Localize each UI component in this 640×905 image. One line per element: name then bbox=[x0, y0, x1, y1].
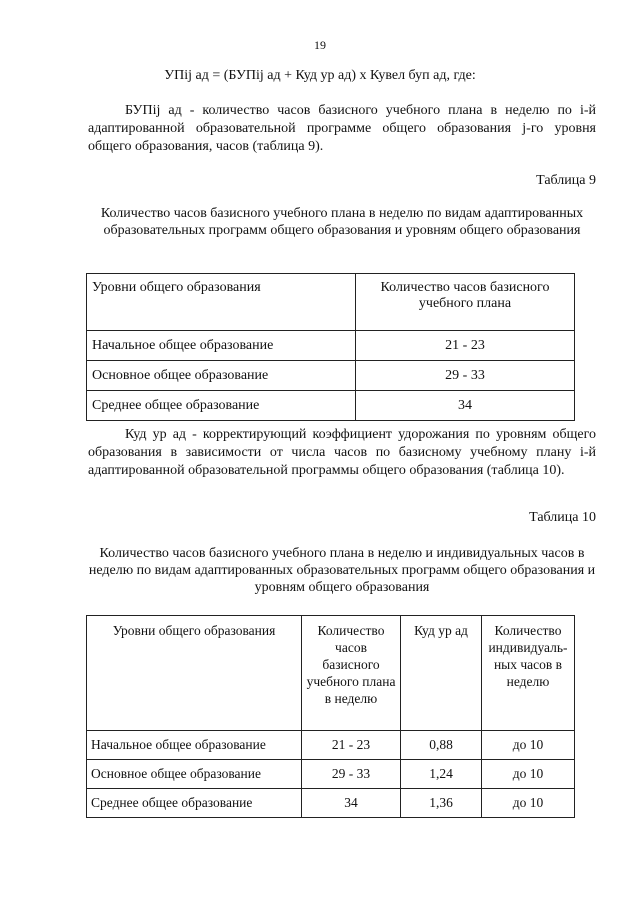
table9-cell-hours: 21 - 23 bbox=[356, 331, 575, 361]
table10-header-row bbox=[87, 616, 575, 731]
table10-header-level: Уровни общего образования bbox=[87, 616, 302, 731]
table10 bbox=[86, 615, 575, 818]
table9-header-hours: Количество часов базисного учебного плана bbox=[356, 274, 575, 331]
table-row bbox=[87, 789, 575, 818]
formula: УПij ад = (БУПij ад + Куд ур ад) x Кувел буп ад, где: bbox=[164, 68, 476, 83]
table9 bbox=[86, 273, 575, 421]
paragraph-definition-kud: Куд ур ад - корректирующий коэффициент удорожания по уровням общего образования в зависимости от числа часов по базисному учебному плану i-й адаптированной образовательной программы общего образования (таблица 10). bbox=[88, 427, 596, 478]
table10-label: Таблица 10 bbox=[529, 510, 596, 525]
table10-cell-individual-hours: до 10 bbox=[482, 789, 575, 818]
table-row bbox=[87, 361, 575, 391]
table10-cell-hours: 21 - 23 bbox=[302, 731, 401, 760]
table9-label: Таблица 9 bbox=[536, 173, 596, 188]
table9-header-level: Уровни общего образования bbox=[87, 274, 356, 331]
page-number: 19 bbox=[314, 38, 326, 52]
table9-header-row bbox=[87, 274, 575, 331]
table10-cell-coefficient: 0,88 bbox=[401, 731, 482, 760]
table10-cell-individual-hours: до 10 bbox=[482, 760, 575, 789]
table10-cell-level: Начальное общее образование bbox=[87, 731, 302, 760]
table-row bbox=[87, 760, 575, 789]
table9-cell-hours: 34 bbox=[356, 391, 575, 421]
table10-header-individual-hours: Количество индивидуаль- ных часов в неделю bbox=[482, 616, 575, 731]
table10-cell-coefficient: 1,36 bbox=[401, 789, 482, 818]
table10-cell-coefficient: 1,24 bbox=[401, 760, 482, 789]
table10-cell-individual-hours: до 10 bbox=[482, 731, 575, 760]
table9-cell-level: Среднее общее образование bbox=[87, 391, 356, 421]
table-row bbox=[87, 731, 575, 760]
table10-header-coefficient: Куд ур ад bbox=[401, 616, 482, 731]
table9-cell-level: Начальное общее образование bbox=[87, 331, 356, 361]
table10-header-hours: Количество часов базисного учебного плана в неделю bbox=[302, 616, 401, 731]
table10-heading: Количество часов базисного учебного плана в неделю и индивидуальных часов в неделю по видам адаптированных образовательных программ общего образования и уровням общего образования bbox=[88, 546, 596, 595]
table9-heading: Количество часов базисного учебного плана в неделю по видам адаптированных образовательных программ общего образования и уровням общего образования bbox=[100, 206, 584, 238]
table10-cell-level: Основное общее образование bbox=[87, 760, 302, 789]
table-row bbox=[87, 391, 575, 421]
paragraph-definition-bup: БУПij ад - количество часов базисного учебного плана в неделю по i-й адаптированной образовательной программе общего образования j-го уровня общего образования, часов (таблица 9). bbox=[88, 103, 596, 154]
table10-cell-hours: 34 bbox=[302, 789, 401, 818]
table9-cell-hours: 29 - 33 bbox=[356, 361, 575, 391]
table10-cell-hours: 29 - 33 bbox=[302, 760, 401, 789]
table-row bbox=[87, 331, 575, 361]
table10-cell-level: Среднее общее образование bbox=[87, 789, 302, 818]
table9-cell-level: Основное общее образование bbox=[87, 361, 356, 391]
